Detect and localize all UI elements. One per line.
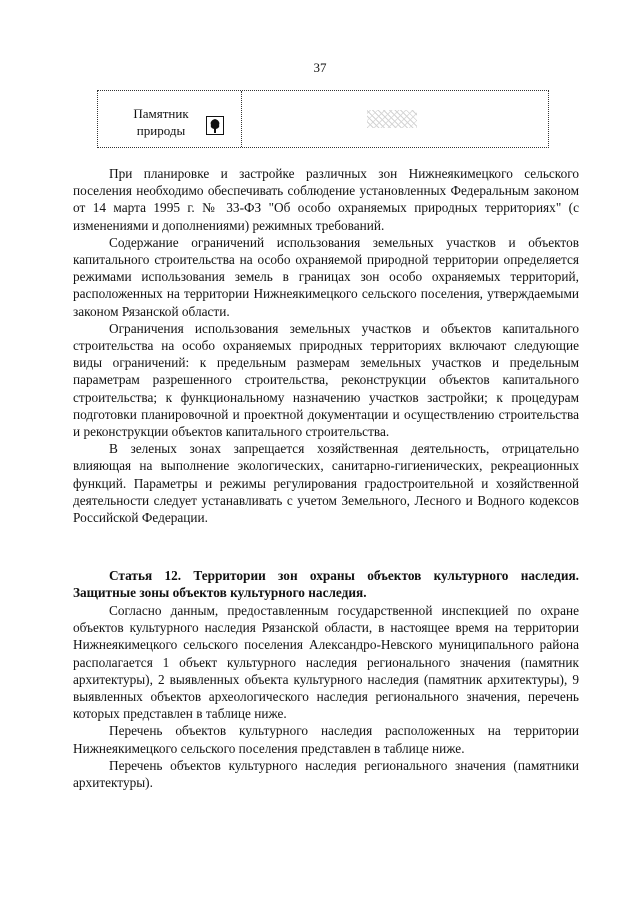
paragraph: Перечень объектов культурного наследия расположенных на территории Нижнеякимецкого сельского поселения представлен в таблице ниже. bbox=[73, 723, 579, 756]
body-text-bottom bbox=[73, 602, 579, 791]
body-text-top bbox=[73, 165, 579, 526]
tree-in-box-icon bbox=[206, 116, 224, 135]
page-number: 37 bbox=[313, 60, 327, 75]
article-heading bbox=[73, 567, 579, 601]
legend-label bbox=[126, 105, 196, 139]
hatch-pattern-swatch bbox=[367, 110, 417, 128]
table-divider bbox=[241, 91, 242, 147]
legend-label-line1: Памятник bbox=[133, 106, 189, 121]
paragraph: Содержание ограничений использования земельных участков и объектов капитального строительства на особо охраняемой природной территории определяется режимами использования земель в границах зон особо охраняемых территорий, расположенных на территории Нижнеякимецкого сельского поселения, утверждаемыми законом Рязанской области. bbox=[73, 234, 579, 319]
paragraph: В зеленых зонах запрещается хозяйственная деятельность, отрицательно влияющая на выполнение экологических, санитарно-гигиенических, рекреационных функций. Параметры и режимы регулирования градостроительной и хозяйственной деятельности следует устанавливать с учетом Земельного, Лесного и Водного кодексов Российской Федерации. bbox=[73, 441, 579, 526]
article-heading-text: Статья 12. Территории зон охраны объектов культурного наследия. Защитные зоны объектов культурного наследия. bbox=[73, 568, 579, 601]
paragraph: Согласно данным, предоставленным государственной инспекцией по охране объектов культурного наследия Рязанской области, в настоящее время на территории Нижнеякимецкого сельского поселения Александро-Невского муниципального района располагается 1 объект культурного наследия регионального значения (памятник архитектуры), 2 выявленных объекта культурного наследия (памятник архитектуры), 9 выявленных объектов археологического наследия регионального значения, перечень которых представлен в таблице ниже. bbox=[73, 603, 579, 722]
paragraph: Ограничения использования земельных участков и объектов капитального строительства на особо охраняемых природных территориях включают следующие виды ограничений: к предельным размерам земельных участков и предельным параметрам разрешенного строительства, реконструкции объектов капитального строительства; к функциональному назначению участков застройки; к процедурам подготовки планировочной и проектной документации и осуществлению строительства и реконструкции объектов капитального строительства. bbox=[73, 320, 579, 440]
paragraph: Перечень объектов культурного наследия регионального значения (памятники архитектуры). bbox=[73, 757, 579, 791]
paragraph: При планировке и застройке различных зон Нижнеякимецкого сельского поселения необходимо обеспечивать соблюдение установленных Федеральным законом от 14 марта 1995 г. № 33-ФЗ "Об особо охраняемых природных территориях" (с изменениями и дополнениями) режимных требований. bbox=[73, 166, 579, 233]
legend-table bbox=[97, 90, 549, 148]
legend-label-line2: природы bbox=[136, 123, 186, 138]
